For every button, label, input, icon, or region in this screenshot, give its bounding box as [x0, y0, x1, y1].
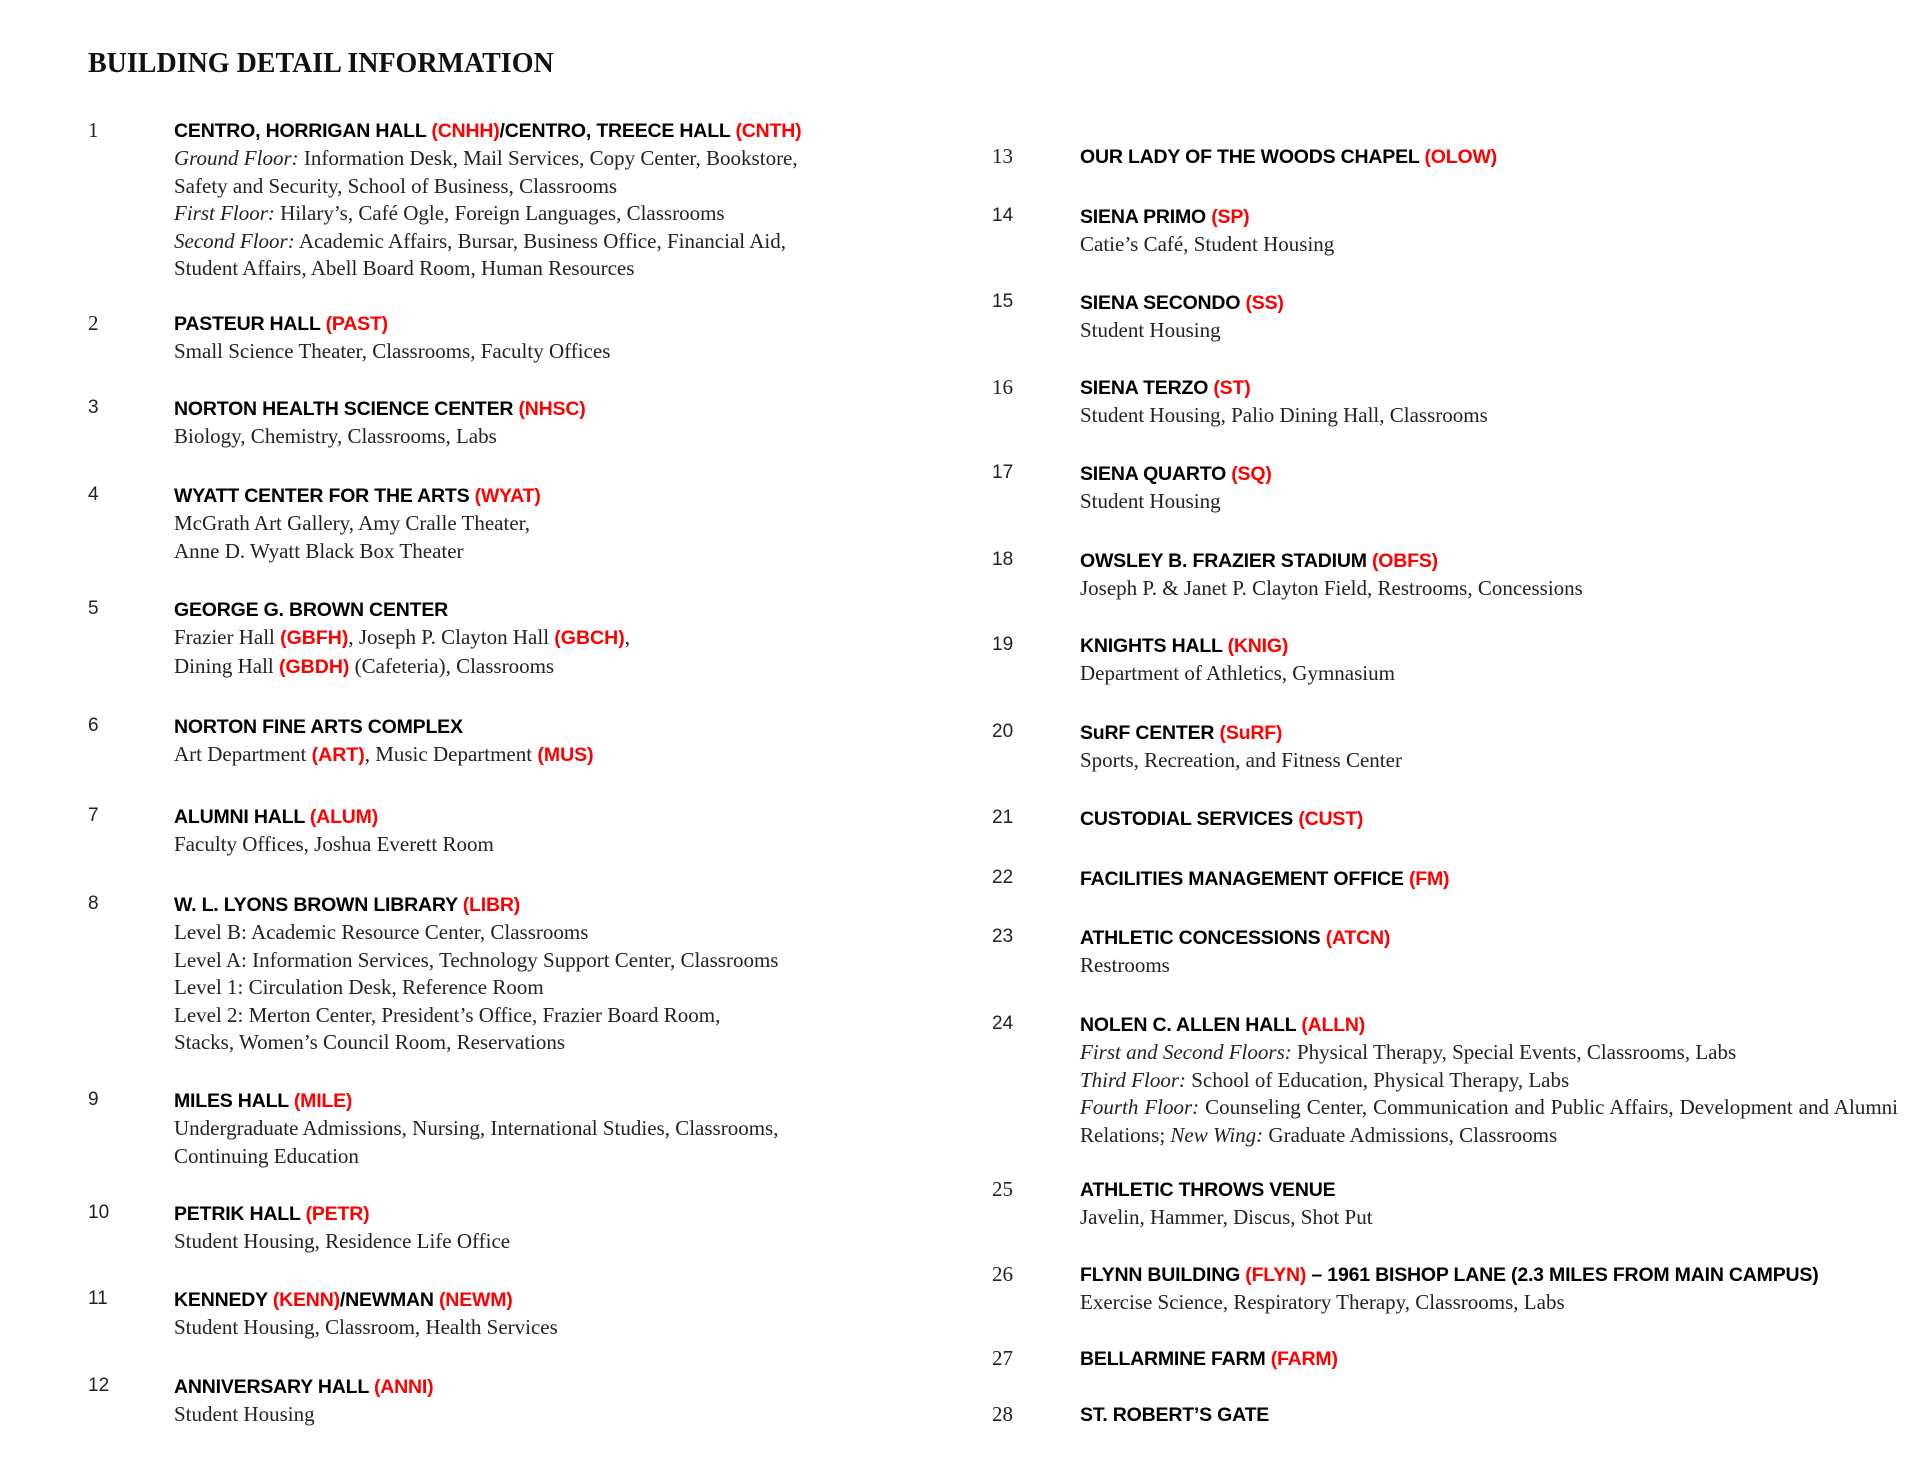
building-detail-line — [174, 1228, 510, 1256]
building-name — [1080, 720, 1402, 747]
building-detail-line — [174, 228, 801, 256]
detail-text: Undergraduate Admissions, Nursing, International Studies, Classrooms, — [174, 1116, 779, 1140]
building-name-text: OWSLEY B. FRAZIER STADIUM — [1080, 550, 1372, 572]
building-number: 19 — [992, 634, 1014, 655]
building-detail-line — [1080, 488, 1272, 516]
building-detail-line — [1080, 1094, 1898, 1149]
building-code: (ALLN) — [1301, 1014, 1366, 1036]
building-code: (LIBR) — [462, 894, 521, 916]
building-name-text: SuRF CENTER — [1080, 722, 1220, 744]
building-number: 6 — [88, 715, 99, 736]
building-code: (KNIG) — [1227, 635, 1289, 657]
building-detail-line — [1080, 1067, 1898, 1095]
building-name-text: KNIGHTS HALL — [1080, 635, 1228, 657]
building-detail-line — [174, 1002, 778, 1030]
building-detail-line — [174, 145, 801, 173]
building-body — [1080, 1262, 1819, 1317]
detail-text: Joseph P. & Janet P. Clayton Field, Restrooms, Concessions — [1080, 576, 1583, 600]
building-detail-line — [1080, 231, 1334, 259]
building-name — [1080, 1262, 1819, 1289]
building-body — [174, 483, 541, 565]
building-code: (KENN) — [272, 1289, 340, 1311]
detail-text: Safety and Security, School of Business, Classrooms — [174, 173, 618, 198]
detail-text: Restrooms — [1080, 953, 1170, 977]
building-name-text: SIENA QUARTO — [1080, 463, 1232, 485]
building-name-text: SIENA TERZO — [1080, 377, 1214, 399]
detail-text: Information Desk, Mail Services, Copy Center, Bookstore, — [298, 146, 798, 170]
detail-text: Faculty Offices, Joshua Everett Room — [174, 832, 494, 856]
building-detail-line — [1080, 402, 1488, 430]
building-code: (MILE) — [293, 1090, 353, 1112]
building-detail-line — [174, 1115, 778, 1143]
building-name-text: KENNEDY — [174, 1289, 273, 1311]
building-number: 27 — [992, 1346, 1013, 1370]
building-name-text: GEORGE G. BROWN CENTER — [174, 599, 449, 621]
building-code: (SuRF) — [1219, 722, 1283, 744]
building-code: (ST) — [1213, 377, 1251, 399]
building-code: (SP) — [1211, 206, 1250, 228]
building-body — [1080, 461, 1272, 516]
detail-text: Level B: Academic Resource Center, Classrooms — [174, 920, 589, 944]
building-body — [174, 597, 630, 681]
building-code: (FLYN) — [1245, 1264, 1307, 1286]
building-body — [1080, 144, 1497, 171]
building-name-text: – 1961 BISHOP LANE (2.3 MILES FROM MAIN CAMPUS) — [1306, 1264, 1819, 1286]
building-number: 3 — [88, 397, 99, 418]
building-body — [1080, 925, 1390, 980]
building-name — [1080, 633, 1395, 660]
building-number: 5 — [88, 598, 99, 619]
floor-label: New Wing: — [1170, 1122, 1264, 1147]
building-code: (OLOW) — [1424, 146, 1497, 168]
building-number: 14 — [992, 205, 1014, 226]
detail-text: Level 2: Merton Center, President’s Office, Frazier Board Room, — [174, 1002, 721, 1027]
building-code: (MUS) — [537, 744, 594, 766]
detail-text: Student Housing, Residence Life Office — [174, 1229, 511, 1253]
building-body — [174, 804, 494, 859]
floor-label: Ground Floor: — [174, 146, 299, 170]
building-body — [1080, 806, 1363, 833]
building-name-text: FLYNN BUILDING — [1080, 1264, 1246, 1286]
building-body — [174, 1374, 433, 1429]
building-name-text: CUSTODIAL SERVICES — [1080, 808, 1299, 830]
detail-text: McGrath Art Gallery, Amy Cralle Theater, — [174, 511, 531, 535]
building-name — [174, 483, 541, 510]
building-detail-line — [1080, 660, 1395, 688]
building-code: (GBFH) — [280, 627, 349, 649]
building-body — [1080, 204, 1334, 259]
building-number: 4 — [88, 484, 99, 505]
detail-text: Academic Affairs, Bursar, Business Office, Financial Aid, — [294, 228, 786, 253]
building-detail-line — [174, 510, 541, 538]
building-body — [174, 1201, 510, 1256]
building-name — [1080, 375, 1488, 402]
building-name-text: OUR LADY OF THE WOODS CHAPEL — [1080, 146, 1425, 168]
building-name-text: ANNIVERSARY HALL — [174, 1376, 374, 1398]
building-body — [174, 118, 801, 283]
detail-text: Exercise Science, Respiratory Therapy, Classrooms, Labs — [1080, 1290, 1565, 1314]
detail-text: Physical Therapy, Special Events, Classrooms, Labs — [1291, 1040, 1737, 1064]
building-name-text: /CENTRO, TREECE HALL — [499, 120, 736, 142]
building-name — [174, 714, 594, 741]
building-detail-line — [1080, 1204, 1373, 1232]
building-detail-line — [1080, 952, 1390, 980]
building-number: 15 — [992, 291, 1014, 312]
building-detail-line — [174, 919, 778, 947]
building-name — [1080, 1346, 1338, 1373]
building-name — [1080, 461, 1272, 488]
detail-text: , Joseph P. Clayton Hall — [348, 625, 555, 649]
building-name — [1080, 548, 1583, 575]
building-number: 10 — [88, 1202, 110, 1223]
building-detail-line — [1080, 747, 1402, 775]
building-name-text: SIENA SECONDO — [1080, 292, 1246, 314]
building-body — [174, 396, 586, 451]
building-detail-line — [174, 423, 586, 451]
building-number: 7 — [88, 805, 99, 826]
building-name-text: W. L. LYONS BROWN LIBRARY — [174, 894, 463, 916]
building-number: 24 — [992, 1013, 1014, 1034]
building-detail-line — [174, 624, 630, 653]
building-code: (WYAT) — [474, 485, 541, 507]
building-name-text: NOLEN C. ALLEN HALL — [1080, 1014, 1302, 1036]
building-name-text: PETRIK HALL — [174, 1203, 306, 1225]
detail-text: Stacks, Women’s Council Room, Reservations — [174, 1030, 566, 1054]
detail-text: Department of Athletics, Gymnasium — [1080, 661, 1395, 685]
building-detail-line — [1080, 317, 1284, 345]
building-detail-line — [174, 538, 541, 566]
building-code: (SQ) — [1231, 463, 1272, 485]
building-code: (GBCH) — [554, 627, 625, 649]
building-number: 20 — [992, 721, 1014, 742]
building-name — [174, 892, 778, 919]
building-number: 22 — [992, 867, 1014, 888]
detail-text: Catie’s Café, Student Housing — [1080, 232, 1335, 256]
building-detail-line — [174, 1143, 778, 1171]
building-name-text: WYATT CENTER FOR THE ARTS — [174, 485, 475, 507]
building-number: 8 — [88, 893, 99, 914]
detail-text: , Music Department — [364, 742, 538, 766]
building-number: 11 — [88, 1288, 108, 1309]
building-number: 25 — [992, 1177, 1013, 1201]
building-name — [1080, 144, 1497, 171]
building-name — [1080, 290, 1284, 317]
building-name — [174, 1374, 433, 1401]
building-name-text: ATHLETIC CONCESSIONS — [1080, 927, 1326, 949]
building-name-text: ST. ROBERT’S GATE — [1080, 1404, 1270, 1426]
detail-text: Anne D. Wyatt Black Box Theater — [174, 538, 464, 563]
building-body — [1080, 375, 1488, 430]
building-body — [1080, 866, 1449, 893]
building-body — [1080, 290, 1284, 345]
building-code: (ANNI) — [373, 1376, 434, 1398]
building-code: (PAST) — [325, 313, 388, 335]
building-number: 9 — [88, 1089, 99, 1110]
detail-text: Student Housing — [1080, 489, 1221, 513]
detail-text: Graduate Admissions, Classrooms — [1263, 1122, 1558, 1147]
building-name-text: ATHLETIC THROWS VENUE — [1080, 1179, 1336, 1201]
building-number: 17 — [992, 462, 1014, 483]
building-code: (CUST) — [1298, 808, 1364, 830]
floor-label: Fourth Floor: — [1080, 1095, 1200, 1119]
building-name-text: FACILITIES MANAGEMENT OFFICE — [1080, 868, 1409, 890]
building-number: 2 — [88, 311, 99, 335]
building-code: (PETR) — [305, 1203, 370, 1225]
building-body — [1080, 1402, 1269, 1429]
building-detail-line — [174, 653, 630, 682]
building-detail-line — [1080, 575, 1583, 603]
building-code: (SS) — [1245, 292, 1284, 314]
detail-text: Counseling Center, Communication and Public Affairs, Development and Alumni Relations; — [1080, 1095, 1898, 1147]
building-name-text: BELLARMINE FARM — [1080, 1348, 1271, 1370]
building-name-text: MILES HALL — [174, 1090, 294, 1112]
building-name-text: /NEWMAN — [339, 1289, 440, 1311]
building-body — [174, 714, 594, 770]
building-detail-line — [1080, 1039, 1898, 1067]
building-name — [174, 396, 586, 423]
building-name — [174, 118, 801, 145]
building-body — [1080, 633, 1395, 688]
building-number: 1 — [88, 118, 99, 142]
page-title: BUILDING DETAIL INFORMATION — [88, 48, 554, 79]
building-detail-line — [1080, 1289, 1819, 1317]
building-name — [1080, 806, 1363, 833]
building-detail-line — [174, 338, 610, 366]
detail-text: Hilary’s, Café Ogle, Foreign Languages, Classrooms — [274, 201, 725, 225]
detail-text: Student Housing, Classroom, Health Services — [174, 1315, 558, 1339]
building-name-text: ALUMNI HALL — [174, 806, 310, 828]
building-number: 23 — [992, 926, 1014, 947]
detail-text: Level 1: Circulation Desk, Reference Room — [174, 975, 544, 999]
floor-label: First and Second Floors: — [1080, 1040, 1292, 1064]
building-name — [1080, 1012, 1898, 1039]
building-code: (OBFS) — [1372, 550, 1438, 572]
building-name — [1080, 204, 1334, 231]
detail-text: Student Housing — [1080, 318, 1221, 342]
detail-text: Javelin, Hammer, Discus, Shot Put — [1080, 1205, 1373, 1229]
building-body — [1080, 1177, 1373, 1232]
floor-label: Third Floor: — [1080, 1067, 1186, 1092]
building-code: (NEWM) — [439, 1289, 513, 1311]
building-name-text: CENTRO, HORRIGAN HALL — [174, 120, 432, 142]
building-number: 21 — [992, 807, 1014, 828]
detail-text: Dining Hall — [174, 653, 279, 678]
building-detail-line — [174, 1029, 778, 1057]
building-name-text: PASTEUR HALL — [174, 313, 326, 335]
detail-text: Student Housing, Palio Dining Hall, Classrooms — [1080, 403, 1488, 427]
building-name-text: NORTON FINE ARTS COMPLEX — [174, 716, 463, 738]
building-detail-line — [174, 173, 801, 201]
detail-text: Student Housing — [174, 1402, 315, 1426]
detail-text: Small Science Theater, Classrooms, Faculty Offices — [174, 339, 611, 363]
building-body — [1080, 1012, 1898, 1149]
building-name — [1080, 1402, 1269, 1429]
building-number: 26 — [992, 1262, 1013, 1286]
building-code: (ART) — [311, 744, 365, 766]
building-name — [1080, 925, 1390, 952]
building-name — [174, 311, 610, 338]
building-body — [1080, 1346, 1338, 1373]
building-detail-line — [174, 1314, 558, 1342]
building-code: (FM) — [1408, 868, 1450, 890]
building-code: (ATCN) — [1325, 927, 1391, 949]
building-number: 28 — [992, 1402, 1013, 1426]
building-detail-line — [174, 200, 801, 228]
building-detail-line — [174, 831, 494, 859]
detail-text: , — [624, 625, 630, 649]
building-name-text: SIENA PRIMO — [1080, 206, 1212, 228]
building-code: (FARM) — [1270, 1348, 1338, 1370]
detail-text: Art Department — [174, 742, 312, 766]
building-number: 16 — [992, 375, 1013, 399]
detail-text: Sports, Recreation, and Fitness Center — [1080, 748, 1402, 772]
building-name — [1080, 1177, 1373, 1204]
building-body — [174, 1088, 778, 1170]
building-detail-line — [174, 974, 778, 1002]
detail-text: Frazier Hall — [174, 625, 281, 649]
building-name — [174, 1201, 510, 1228]
detail-text: School of Education, Physical Therapy, Labs — [1185, 1067, 1570, 1092]
detail-text: Level A: Information Services, Technology Support Center, Classrooms — [174, 947, 779, 972]
building-detail-line — [174, 1401, 433, 1429]
detail-text: (Cafeteria), Classrooms — [349, 653, 555, 678]
building-body — [174, 892, 778, 1057]
building-name — [1080, 866, 1449, 893]
building-body — [1080, 548, 1583, 603]
building-number: 12 — [88, 1375, 110, 1396]
building-name — [174, 804, 494, 831]
building-name-text: NORTON HEALTH SCIENCE CENTER — [174, 398, 519, 420]
building-body — [1080, 720, 1402, 775]
detail-text: Continuing Education — [174, 1143, 359, 1168]
building-code: (GBDH) — [279, 655, 350, 678]
detail-text: Student Affairs, Abell Board Room, Human Resources — [174, 256, 635, 280]
building-code: (CNTH) — [735, 120, 802, 142]
building-name — [174, 1287, 558, 1314]
building-number: 13 — [992, 144, 1013, 168]
building-name — [174, 597, 630, 624]
building-name — [174, 1088, 778, 1115]
building-number: 18 — [992, 549, 1014, 570]
building-code: (CNHH) — [431, 120, 500, 142]
building-detail-line — [174, 947, 778, 975]
detail-text: Biology, Chemistry, Classrooms, Labs — [174, 424, 497, 448]
building-body — [174, 1287, 558, 1342]
floor-label: Second Floor: — [174, 228, 295, 253]
building-detail-line — [174, 255, 801, 283]
building-code: (ALUM) — [309, 806, 378, 828]
floor-label: First Floor: — [174, 201, 275, 225]
building-body — [174, 311, 610, 366]
building-detail-line — [174, 741, 594, 770]
building-code: (NHSC) — [518, 398, 586, 420]
